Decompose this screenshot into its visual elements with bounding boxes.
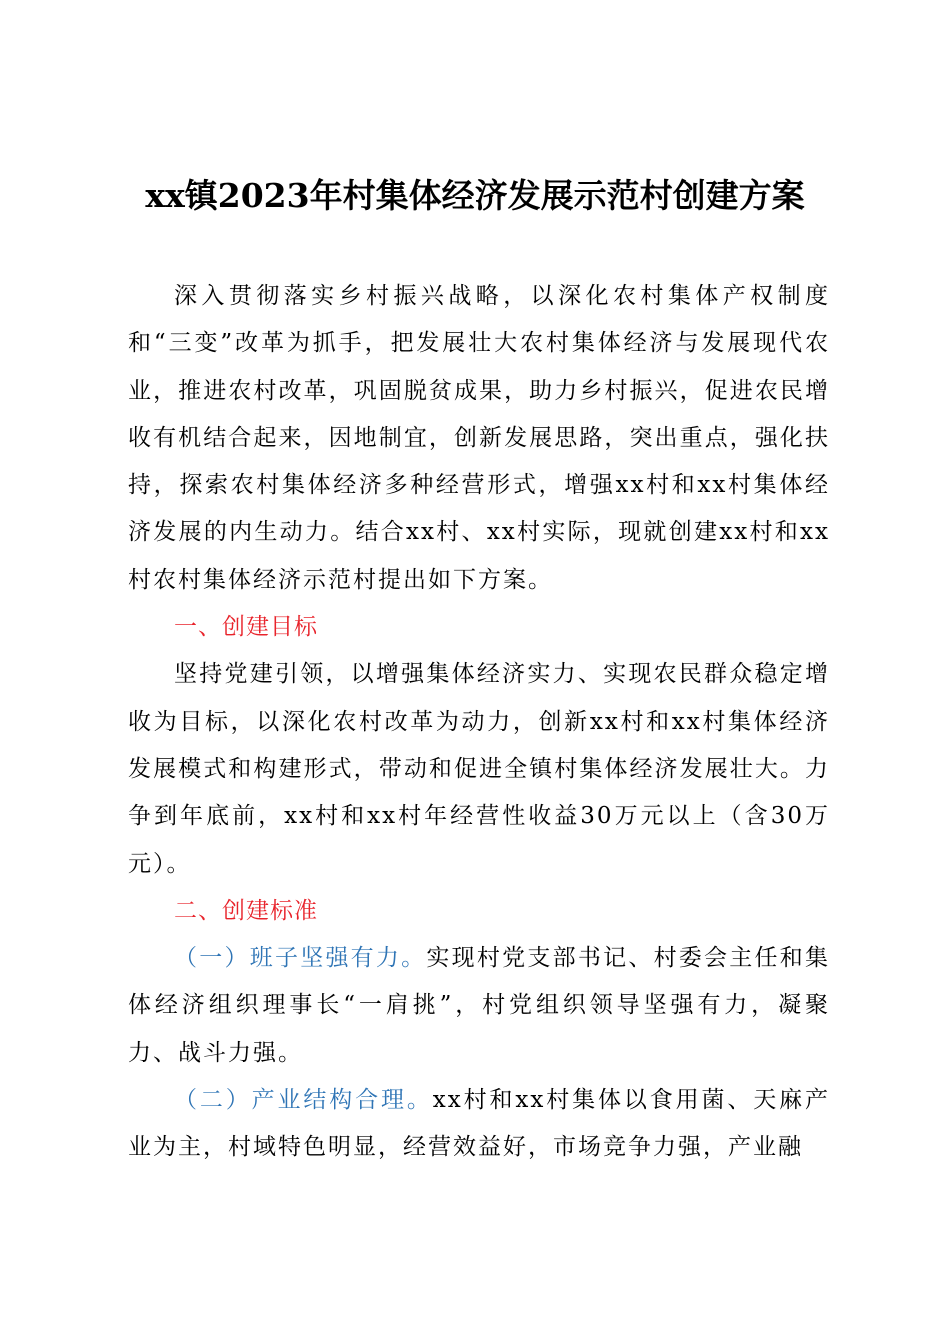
section1-paragraph: 坚持党建引领，以增强集体经济实力、实现农民群众稳定增收为目标，以深化农村改革为动力，创新xx村和xx村集体经济发展模式和构建形式，带动和促进全镇村集体经济发展壮大。力争到年底前，xx村和xx村年经营性收益30万元以上（含30万元）。 [128,661,830,877]
section2-item1 [128,935,830,1077]
section2-heading: 二、创建标准 [174,897,318,924]
item1-text: 实现村党支部书记、村委会主任和集体经济组织理事长“一肩挑”，村党组织领导坚强有力，凝聚力、战斗力强。 [128,945,831,1066]
item2-label: （二）产业结构合理。 [174,1087,433,1114]
section2-item2 [128,1077,830,1172]
intro-paragraph: 深入贯彻落实乡村振兴战略，以深化农村集体产权制度和“三变”改革为抓手，把发展壮大农村集体经济与发展现代农业，推进农村改革，巩固脱贫成果，助力乡村振兴，促进农民增收有机结合起来，因地制宜，创新发展思路，突出重点，强化扶持，探索农村集体经济多种经营形式，增强xx村和xx村集体经济发展的内生动力。结合xx村、xx村实际，现就创建xx村和xx村农村集体经济示范村提出如下方案。 [128,283,830,593]
document-title: xx镇2023年村集体经济发展示范村创建方案 [145,176,805,215]
section1-heading: 一、创建目标 [174,614,318,641]
document-body [128,273,830,1172]
item1-label: （一）班子坚强有力。 [174,945,427,972]
item2-text: xx村和xx村集体以食用菌、天麻产业为主，村域特色明显，经营效益好，市场竞争力强，产业融 [128,1087,830,1161]
